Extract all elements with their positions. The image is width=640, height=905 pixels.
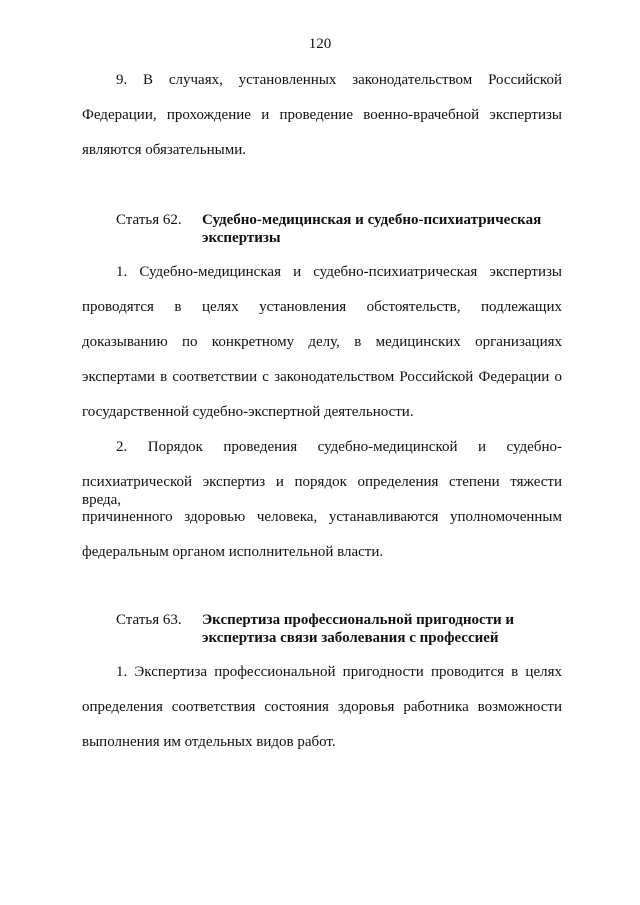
text-line: 2. Порядок проведения судебно-медицинской и судебно- xyxy=(116,439,562,455)
paragraph-9 xyxy=(82,71,562,176)
text-line: являются обязательными. xyxy=(82,142,246,158)
text-line: государственной судебно-экспертной деятельности. xyxy=(82,404,414,420)
text-line: Федерации, прохождение и проведение военно-врачебной экспертизы xyxy=(82,107,562,123)
article-63-paragraph-1 xyxy=(82,663,562,768)
text-line: 1. Экспертиза профессиональной пригодности проводится в целях xyxy=(116,664,562,680)
article-62-heading xyxy=(116,211,566,247)
article-62-paragraph-2 xyxy=(82,438,562,578)
article-title-line: Экспертиза профессиональной пригодности и xyxy=(202,612,515,628)
article-62-paragraph-1 xyxy=(82,263,562,438)
text-line: 9. В случаях, установленных законодательством Российской xyxy=(116,72,562,88)
article-title-line: Судебно-медицинская и судебно-психиатрическая xyxy=(202,212,542,228)
article-title-line: экспертизы xyxy=(202,230,281,246)
text-line: выполнения им отдельных видов работ. xyxy=(82,734,336,750)
text-line: определения соответствия состояния здоровья работника возможности xyxy=(82,699,562,715)
article-63-heading xyxy=(116,611,566,647)
text-line: психиатрической экспертиз и порядок определения степени тяжести вреда, xyxy=(82,474,562,508)
text-line: проводятся в целях установления обстоятельств, подлежащих xyxy=(82,299,562,315)
text-line: причиненного здоровью человека, устанавливаются уполномоченным xyxy=(82,509,562,525)
text-line: федеральным органом исполнительной власти. xyxy=(82,544,384,560)
article-number: Статья 62. xyxy=(116,212,182,228)
article-number: Статья 63. xyxy=(116,612,182,628)
text-line: доказыванию по конкретному делу, в медицинских организациях xyxy=(82,334,562,350)
text-line: 1. Судебно-медицинская и судебно-психиатрическая экспертизы xyxy=(116,264,562,280)
article-title-line: экспертиза связи заболевания с профессией xyxy=(202,630,499,646)
text-line: экспертами в соответствии с законодательством Российской Федерации о xyxy=(82,369,562,385)
page-number: 120 xyxy=(308,36,332,52)
